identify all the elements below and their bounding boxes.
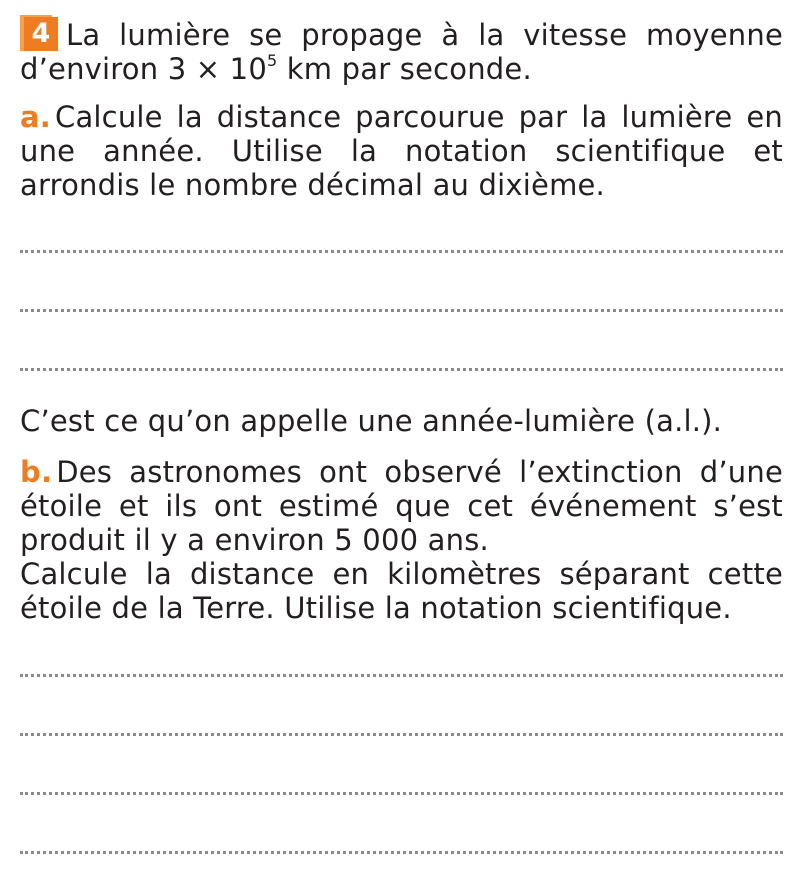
exercise-number: 4	[24, 17, 58, 51]
answer-line-a-2[interactable]	[20, 309, 783, 312]
intro-text: La lumière se propage à la vitesse moyenne d’environ 3 × 10	[20, 18, 783, 86]
part-a-question	[20, 100, 783, 202]
answer-line-b-4[interactable]	[20, 851, 783, 854]
part-b-text-2: Calcule la distance en kilomètres séparant cette étoile de la Terre. Utilise la notation scientifique.	[20, 557, 783, 625]
exercise-page	[20, 0, 783, 890]
answer-line-b-1[interactable]	[20, 674, 783, 677]
answer-line-b-2[interactable]	[20, 733, 783, 736]
exercise-number-badge	[20, 15, 58, 51]
part-b-label: b.	[20, 455, 53, 489]
exercise-intro	[20, 15, 783, 86]
intro-text-end: km par seconde.	[277, 52, 532, 86]
part-b-para-1	[20, 455, 783, 557]
answer-line-b-3[interactable]	[20, 792, 783, 795]
part-b-question	[20, 455, 783, 625]
part-b-text-1: Des astronomes ont observé l’extinction d’une étoile et ils ont estimé que cet événement s’est produit il y a environ 5 000 ans.	[20, 455, 783, 557]
answer-line-a-1[interactable]	[20, 250, 783, 253]
part-a-text: Calcule la distance parcourue par la lumière en une année. Utilise la notation scientifique et arrondis le nombre décimal au dixième.	[20, 100, 783, 202]
light-year-note: C’est ce qu’on appelle une année-lumière (a.l.).	[20, 404, 723, 438]
answer-line-a-3[interactable]	[20, 368, 783, 371]
part-a-label: a.	[20, 100, 51, 134]
intro-exponent: 5	[266, 51, 278, 70]
